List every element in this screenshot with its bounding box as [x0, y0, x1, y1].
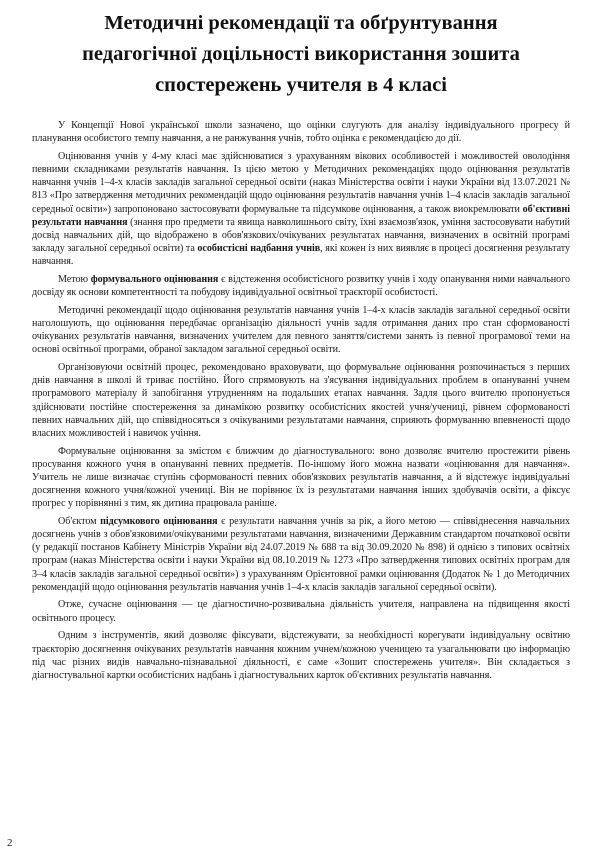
paragraph-text: Організовуючи освітній процес, рекомендовано враховувати, що формувальне оцінювання розпочинається з перших днів навчання в школі й триває постійно. Його спрямовують на з'ясування індивідуальних проблем в опануванні учнем програмового матеріалу й запобігання утрудненням на подальших етапах навчання. Задля цього вчителю пропонується здійснювати постійне спостереження за динамікою розвитку особистісних якостей учня/учениці, рівнем сформованості певних навчальних дій, що співвідносяться з очікуваними результатами навчання, сприяють формуванню впевненості щодо власних можливостей і навичок учіння. — [32, 362, 570, 439]
bold-term: особистісні надбання учнів — [197, 243, 321, 254]
paragraph-text: (знання про предмети та явища навколишнього світу, їхні взаємозв'язок, уміння застосовувати набутий досвід навчальних дій, що відображено в обов'язкових/очікуваних результатах навчання, визначених в освітній програмі закладу загальної середньої освіти) та — [32, 216, 570, 254]
paragraph-text: Методичні рекомендації щодо оцінювання результатів навчання учнів 1–4-х класів закладів загальної середньої освіти наголошують, що оцінювання передбачає організацію діяльності учнів задля отримання даних про стан сформованості очікуваних результатів навчання, визначених учителем для певного заняття/системи занять із певної програмової теми на основі освітньої програми, обраної закладом загальної середньої освіти. — [32, 304, 570, 356]
paragraph — [32, 361, 570, 440]
bold-term: формувального оцінювання — [90, 273, 219, 285]
page-number: 2 — [7, 837, 13, 849]
paragraph-text: Об'єктом — [58, 515, 101, 527]
title-line-3: спостережень учителя в 4 класі — [155, 74, 447, 96]
paragraph-text: є відстеження особистісного розвитку учнів і ходу опанування ними навчального досвіду як основи компетентності та побудову індивідуальної освітньої траєкторії особистості. — [32, 273, 570, 299]
paragraph-text: є результати навчання учнів за рік, а його метою — співвіднесення навчальних досягнень учнів з обов'язковими/очікуваними результатами навчання, визначеними Державним стандартом початкової освіти (у редакції постанов Кабінету Міністрів України від 24.07.2019 № 688 та від 30.09.2020 № 898) й однією з типових освітніх програм (наказ Міністерства освіти і науки України від 08.10.2019 № 1273 «Про затвердження типових освітніх програм для 3–4 класів закладів загальної середньої освіти») з урахуванням Орієнтовної рамки оцінювання (Додаток № 1 до Методичних рекомендацій щодо оцінювання результатів навчання учнів 1–4-х класів закладів загальної середньої освіти). — [32, 515, 570, 593]
paragraph-text: Одним з інструментів, який дозволяє фіксувати, відстежувати, за необхідності корегувати індивідуальну освітню траєкторію досягнення очікуваних результатів навчання кожним учнем/кожною ученицею та узагальнювати цю інформацію під час різних видів навчально-пізнавальної діяльності, є саме «Зошит спостережень учителя». Він складається з діагностувальної картки особистісних надбань і діагностувальних карток об'єктивних результатів навчання. — [32, 630, 570, 681]
paragraph-text: , які кожен із них виявляє в процесі досягнення результату навчання. — [32, 243, 570, 268]
bold-term: підсумкового оцінювання — [100, 515, 218, 527]
document-body — [32, 119, 570, 682]
paragraph-text: У Концепції Нової української школи зазначено, що оцінки слугують для аналізу індивідуального прогресу й планування особистого темпу навчання, а не ранжування учнів, тобто оцінка є рекомендацією до дії. — [32, 120, 570, 145]
paragraph — [32, 629, 570, 682]
paragraph — [32, 273, 570, 299]
paragraph — [32, 119, 570, 145]
paragraph — [32, 304, 570, 357]
paragraph-text: Отже, сучасне оцінювання — це діагностично-розвивальна діяльність учителя, направлена на підвищення якості освітнього процесу. — [32, 599, 570, 624]
paragraph — [32, 445, 570, 511]
paragraph — [32, 515, 570, 594]
paragraph — [32, 598, 570, 624]
paragraph-text: Оцінювання учнів у 4-му класі має здійснюватися з урахуванням вікових особливостей і можливостей оволодіння певними складниками результатів навчання. Із цією метою у Методичних рекомендаціях щодо оцінювання результатів навчання учнів 1–4-х класів закладів загальної середньої освіти (наказ Міністерства освіти і науки України від 13.07.2021 № 813 «Про затвердження методичних рекомендацій щодо оцінювання результатів навчання учнів 1–4 класів закладів загальної середньої освіти») запропоновано застосовувати формувальне та підсумкове оцінювання, а також виокремлювати — [32, 150, 570, 215]
paragraph — [32, 150, 570, 268]
paragraph-text: Метою — [58, 273, 91, 285]
page-title — [32, 8, 570, 101]
title-line-2: педагогічної доцільності використання зошита — [82, 43, 520, 65]
paragraph-text: Формувальне оцінювання за змістом є ближчим до діагностувального: воно дозволяє вчителю простежити рівень просування кожного учня в опануванні певних предметів. По-іншому його можна назвати «оцінювання для навчання». Учитель не лише визначає ступінь сформованості певних обов'язкових результатів навчання, а й відстежує індивідуальні досягнення кожного учня/кожної учениці. Він не порівнює їх із результатами навчання інших здобувачів освіти, а фіксує прогрес у порівнянні з тим, як дитина працювала раніше. — [32, 445, 570, 510]
bold-term: об'єктивні результати навчання — [32, 203, 570, 228]
title-line-1: Методичні рекомендації та обґрунтування — [104, 12, 498, 34]
